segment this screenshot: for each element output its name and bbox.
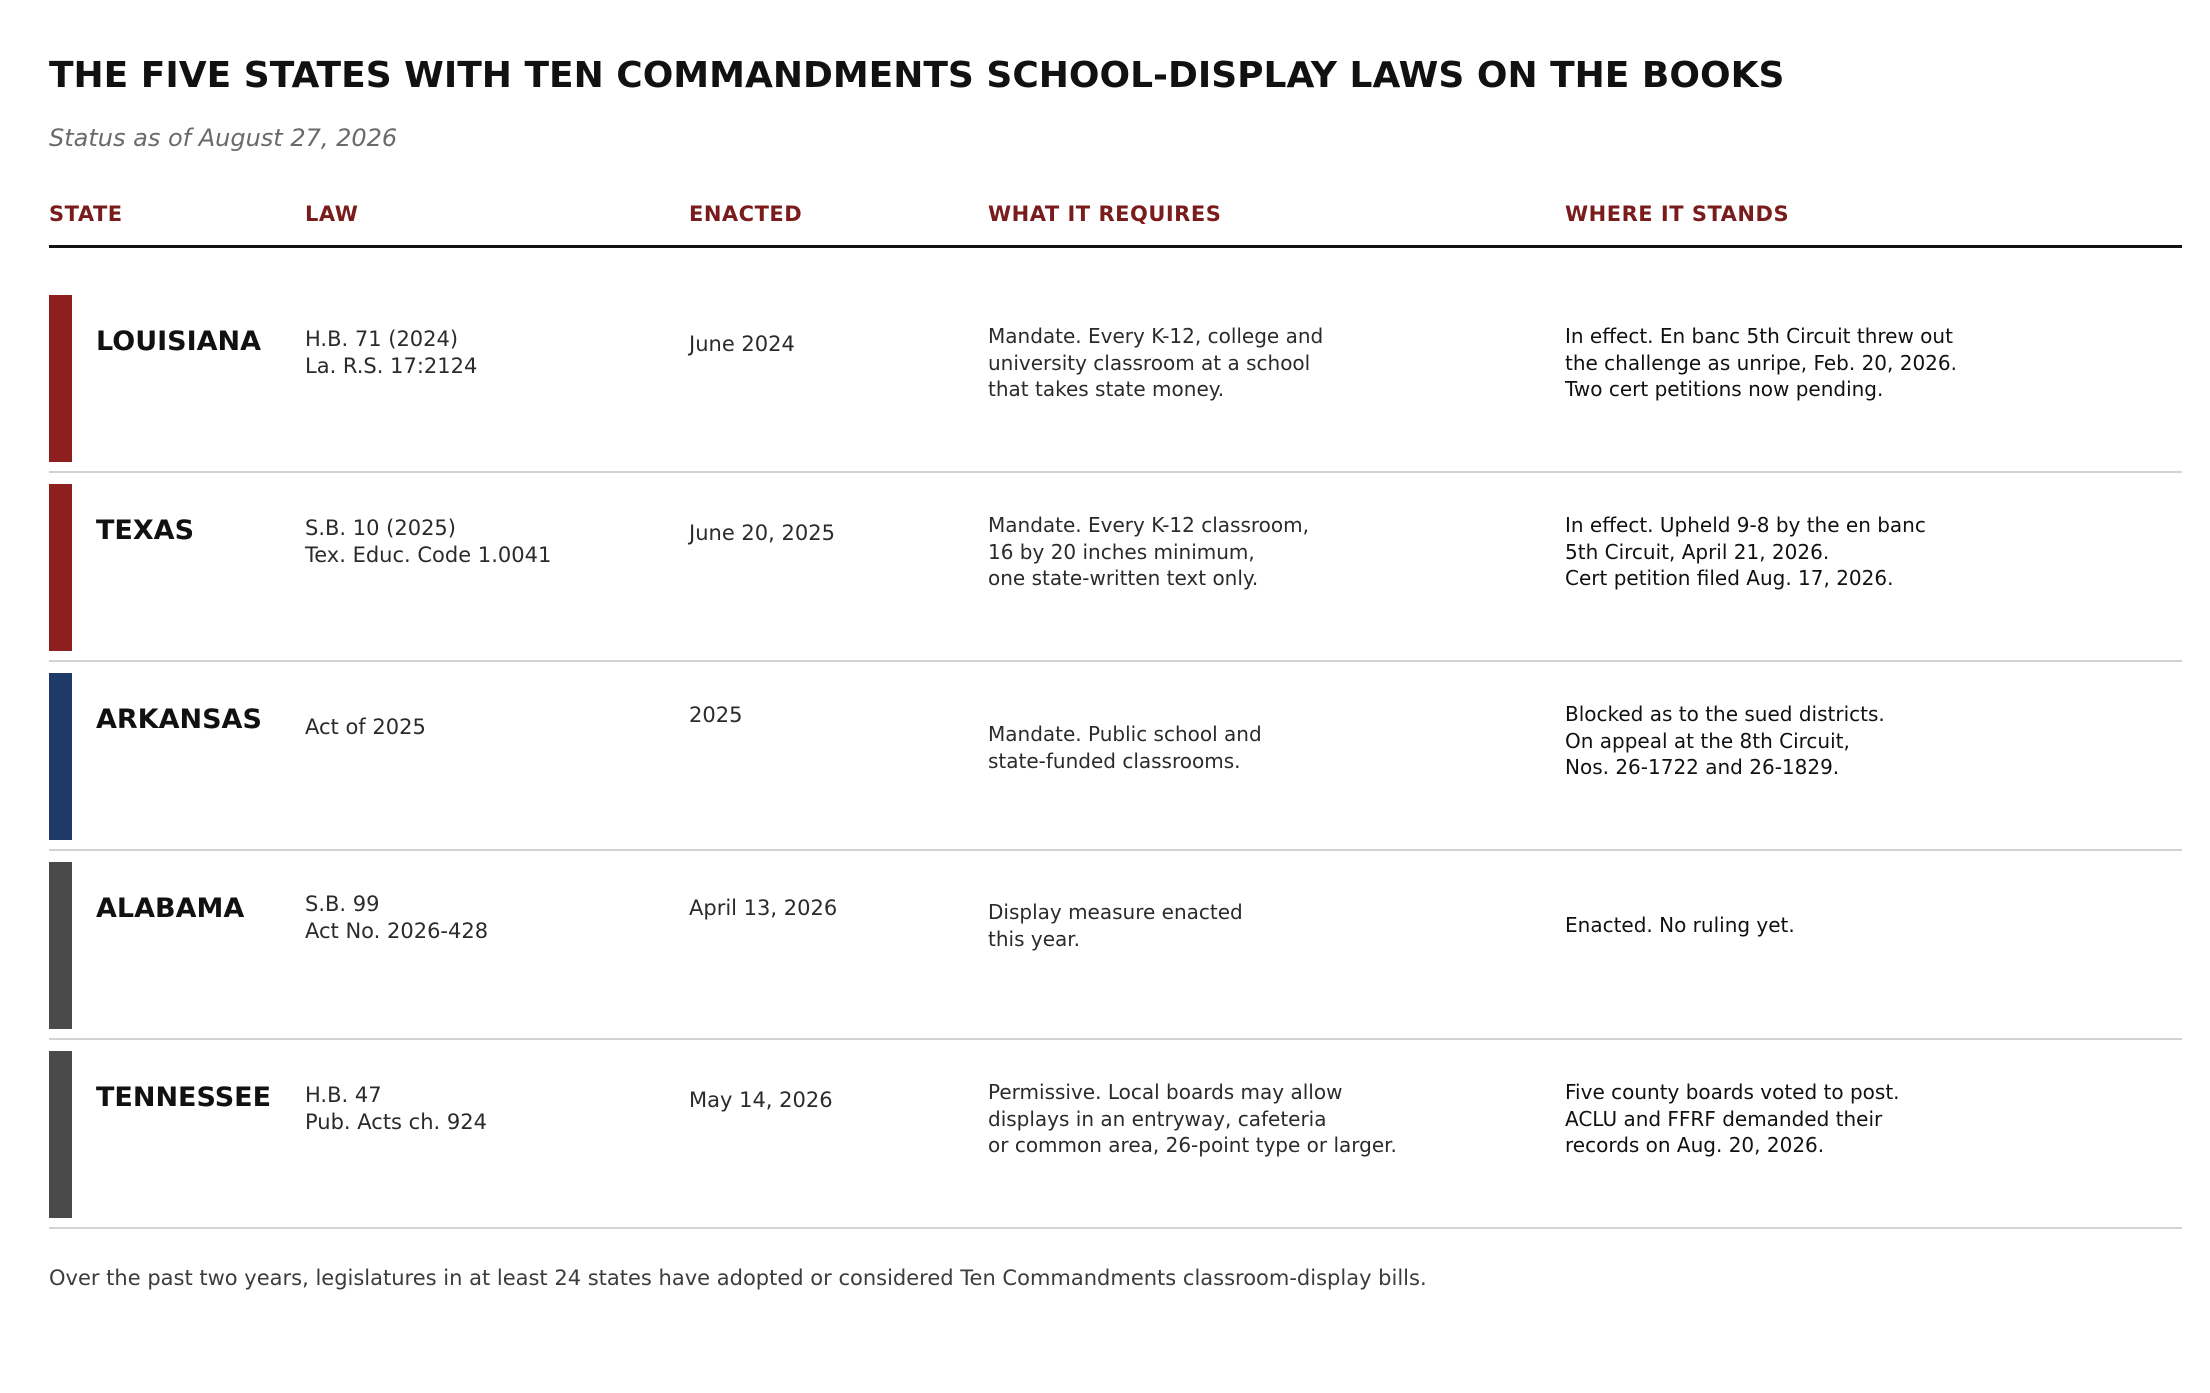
- requires-cell-line: Display measure enacted: [988, 900, 1243, 924]
- table-row: [0, 862, 2210, 1052]
- requires-cell-line: displays in an entryway, cafeteria: [988, 1106, 1327, 1131]
- requires-cell-line: 16 by 20 inches minimum,: [988, 539, 1255, 564]
- state-color-bar: [49, 862, 72, 1029]
- stands-cell: [1565, 512, 1926, 592]
- page-title: THE FIVE STATES WITH TEN COMMANDMENTS SCHOOL-DISPLAY LAWS ON THE BOOKS: [49, 55, 1785, 96]
- requires-cell-line: university classroom at a school: [988, 350, 1311, 375]
- state-color-bar: [49, 1051, 72, 1218]
- table-row: [0, 1051, 2210, 1241]
- law-cell-line: S.B. 99: [305, 892, 380, 916]
- column-header-law: LAW: [305, 202, 359, 226]
- stands-cell-line: Two cert petitions now pending.: [1565, 377, 1884, 401]
- state-color-bar: [49, 295, 72, 462]
- requires-cell-line: state-funded classrooms.: [988, 748, 1241, 773]
- stands-cell-line: Nos. 26-1722 and 26-1829.: [1565, 755, 1840, 779]
- stands-cell-line: ACLU and FFRF demanded their: [1565, 1106, 1883, 1131]
- law-cell: [305, 515, 551, 569]
- stands-cell-line: Enacted. No ruling yet.: [1565, 913, 1795, 937]
- requires-cell-line: one state-written text only.: [988, 566, 1259, 590]
- enacted-cell: June 20, 2025: [689, 521, 835, 545]
- state-name: TENNESSEE: [96, 1082, 272, 1113]
- footer-note: Over the past two years, legislatures in at least 24 states have adopted or considered Ten Commandments classroom-display bills.: [49, 1266, 1427, 1290]
- page-subtitle: Status as of August 27, 2026: [49, 124, 398, 152]
- law-cell: [305, 891, 488, 945]
- state-color-bar: [49, 673, 72, 840]
- law-cell-line: H.B. 71 (2024): [305, 327, 459, 351]
- law-cell-line: Act No. 2026-428: [305, 919, 489, 943]
- row-divider: [49, 660, 2182, 662]
- stands-cell-line: 5th Circuit, April 21, 2026.: [1565, 539, 1830, 564]
- enacted-cell: June 2024: [689, 332, 795, 356]
- stands-cell: [1565, 912, 1795, 939]
- enacted-cell: 2025: [689, 703, 743, 727]
- stands-cell-line: Cert petition filed Aug. 17, 2026.: [1565, 566, 1894, 590]
- law-cell: [305, 714, 426, 741]
- law-cell-line: S.B. 10 (2025): [305, 516, 456, 540]
- stands-cell-line: records on Aug. 20, 2026.: [1565, 1133, 1825, 1157]
- law-cell-line: La. R.S. 17:2124: [305, 354, 478, 378]
- enacted-cell: May 14, 2026: [689, 1088, 833, 1112]
- stands-cell-line: the challenge as unripe, Feb. 20, 2026.: [1565, 350, 1957, 375]
- state-name: ALABAMA: [96, 893, 245, 924]
- requires-cell-line: that takes state money.: [988, 377, 1225, 401]
- requires-cell-line: this year.: [988, 926, 1080, 951]
- stands-cell-line: On appeal at the 8th Circuit,: [1565, 728, 1850, 753]
- row-divider: [49, 1227, 2182, 1229]
- enacted-cell: April 13, 2026: [689, 896, 838, 920]
- column-header-enacted: ENACTED: [689, 202, 803, 226]
- stands-cell: [1565, 701, 1885, 781]
- column-header-requires: WHAT IT REQUIRES: [988, 202, 1222, 226]
- requires-cell-line: Permissive. Local boards may allow: [988, 1080, 1343, 1104]
- table-row: [0, 484, 2210, 674]
- law-cell-line: Pub. Acts ch. 924: [305, 1110, 487, 1134]
- requires-cell-line: Mandate. Public school and: [988, 722, 1262, 746]
- state-color-bar: [49, 484, 72, 651]
- stands-cell-line: In effect. Upheld 9-8 by the en banc: [1565, 513, 1926, 537]
- table-row: [0, 673, 2210, 863]
- column-header-stands: WHERE IT STANDS: [1565, 202, 1790, 226]
- table-header: [0, 199, 2210, 229]
- state-name: TEXAS: [96, 515, 195, 546]
- row-divider: [49, 849, 2182, 851]
- requires-cell-line: or common area, 26-point type or larger.: [988, 1133, 1397, 1157]
- requires-cell: [988, 323, 1323, 403]
- stands-cell-line: Blocked as to the sued districts.: [1565, 702, 1885, 726]
- state-name: LOUISIANA: [96, 326, 262, 357]
- requires-cell-line: Mandate. Every K-12, college and: [988, 324, 1324, 348]
- requires-cell-line: Mandate. Every K-12 classroom,: [988, 513, 1309, 537]
- law-cell-line: H.B. 47: [305, 1083, 382, 1107]
- table-row: [0, 295, 2210, 485]
- law-cell: [305, 326, 477, 380]
- requires-cell: [988, 1079, 1397, 1159]
- stands-cell-line: In effect. En banc 5th Circuit threw out: [1565, 324, 1953, 348]
- row-divider: [49, 471, 2182, 473]
- law-cell-line: Tex. Educ. Code 1.0041: [305, 543, 552, 567]
- column-header-state: STATE: [49, 202, 123, 226]
- requires-cell: [988, 721, 1262, 774]
- stands-cell: [1565, 323, 1957, 403]
- state-name: ARKANSAS: [96, 704, 262, 735]
- law-cell: [305, 1082, 487, 1136]
- row-divider: [49, 1038, 2182, 1040]
- requires-cell: [988, 512, 1309, 592]
- stands-cell-line: Five county boards voted to post.: [1565, 1080, 1900, 1104]
- law-cell-line: Act of 2025: [305, 715, 426, 739]
- stands-cell: [1565, 1079, 1900, 1159]
- header-rule: [49, 245, 2182, 248]
- requires-cell: [988, 899, 1243, 952]
